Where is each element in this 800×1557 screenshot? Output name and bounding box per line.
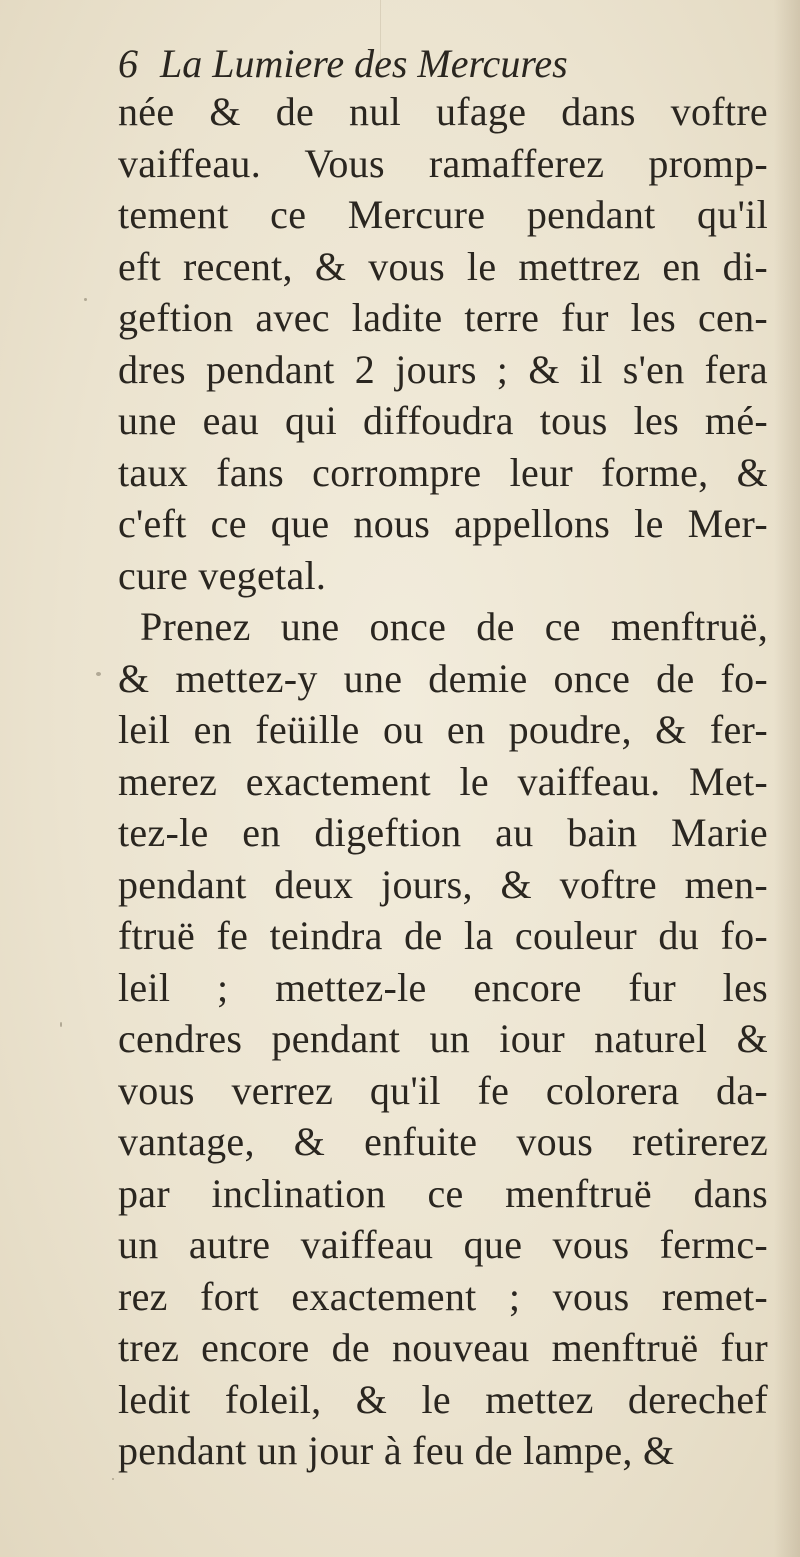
text-line: cendres pendant un iour naturel & — [118, 1016, 768, 1061]
text-line: pendant un jour à feu de lampe, & — [118, 1428, 675, 1473]
text-line: née & de nul ufage dans voftre — [118, 89, 768, 134]
text-line: une eau qui diffoudra tous les mé- — [118, 398, 768, 443]
text-line: merez exactement le vaiffeau. Met- — [118, 758, 768, 804]
body-text — [118, 86, 768, 1477]
running-head — [118, 38, 718, 90]
text-line: vous verrez qu'il fe colorera da- — [118, 1067, 768, 1113]
text-line: ftruë fe teindra de la couleur du fo- — [118, 913, 768, 958]
text-line: tement ce Mercure pendant qu'il — [118, 192, 768, 237]
text-line: rez fort exactement ; vous remet- — [118, 1273, 768, 1319]
text-line: tez-le en digeftion au bain Marie — [118, 810, 768, 855]
text-line: & mettez-y une demie once de fo- — [118, 655, 768, 701]
text-line: eft recent, & vous le mettrez en di- — [118, 243, 768, 289]
text-line: pendant deux jours, & voftre men- — [118, 861, 768, 907]
text-line: geftion avec ladite terre fur les cen- — [118, 295, 768, 340]
paper-speck — [96, 672, 101, 676]
page-edge-shadow — [774, 0, 800, 1557]
text-line: vantage, & enfuite vous retirerez — [118, 1119, 768, 1164]
paper-speck — [84, 298, 87, 301]
paper-speck — [60, 1022, 62, 1027]
text-line: cure vegetal. — [118, 552, 327, 598]
page-number: 6 — [118, 41, 138, 86]
text-line: un autre vaiffeau que vous fermc- — [118, 1222, 768, 1267]
text-line: c'eft ce que nous appellons le Mer- — [118, 501, 768, 546]
text-line: leil ; mettez-le encore fur les — [118, 964, 768, 1010]
text-line: par inclination ce menftruë dans — [118, 1170, 768, 1216]
text-line: dres pendant 2 jours ; & il s'en fera — [118, 346, 768, 392]
paragraph-start-line: Prenez une once de ce menftruë, — [140, 604, 768, 649]
text-line: taux fans corrompre leur forme, & — [118, 449, 768, 495]
paper-speck — [112, 1478, 114, 1480]
text-line: leil en feüille ou en poudre, & fer- — [118, 707, 768, 752]
text-line: vaiffeau. Vous ramafferez promp- — [118, 140, 768, 186]
text-line: ledit foleil, & le mettez derechef — [118, 1376, 768, 1422]
running-title: La Lumiere des Mercures — [160, 41, 568, 86]
text-line: trez encore de nouveau menftruë fur — [118, 1325, 768, 1370]
